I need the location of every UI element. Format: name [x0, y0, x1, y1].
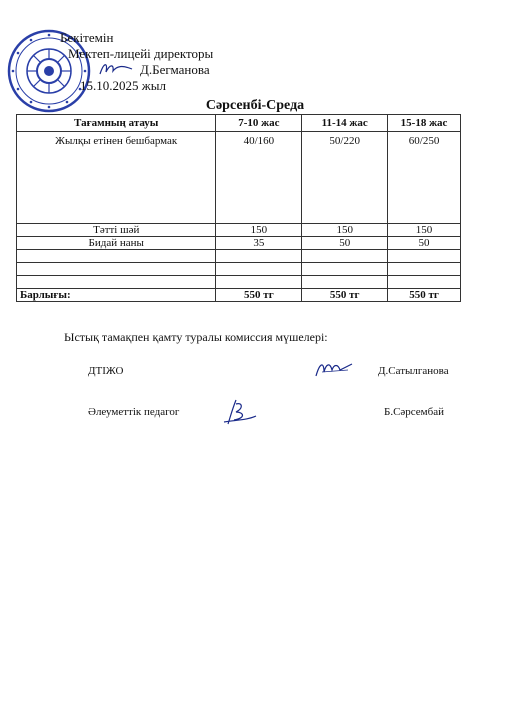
total-7-10: 550 тг [216, 289, 302, 302]
header-dish-name: Тағамның атауы [17, 115, 216, 132]
signatory-name: Д.Сатылганова [378, 365, 449, 377]
signatory-role: ДТІЖО [88, 365, 124, 377]
menu-table [16, 114, 461, 302]
total-11-14: 550 тг [302, 289, 388, 302]
total-15-18: 550 тг [388, 289, 461, 302]
empty-row [17, 263, 461, 276]
director-position: Мектеп-лицейі директоры [68, 46, 214, 61]
table-row [17, 224, 461, 237]
table-row [17, 132, 461, 224]
empty-row [17, 276, 461, 289]
table-header-row [17, 115, 461, 132]
commission-title: Ыстық тамақпен қамту туралы комиссия мүшелері: [64, 330, 328, 344]
header-age-7-10: 7-10 жас [216, 115, 302, 132]
empty-row [17, 250, 461, 263]
portion-11-14: 50/220 [302, 132, 388, 224]
portion-7-10: 35 [216, 237, 302, 250]
dish-name: Тәтті шәй [17, 224, 216, 237]
portion-15-18: 150 [388, 224, 461, 237]
header-age-15-18: 15-18 жас [388, 115, 461, 132]
signature-icon [222, 398, 258, 426]
portion-7-10: 150 [216, 224, 302, 237]
approval-date: 15.10.2025 жыл [80, 78, 166, 93]
dish-name: Бидай наны [17, 237, 216, 250]
portion-11-14: 50 [302, 237, 388, 250]
table-row [17, 237, 461, 250]
header-age-11-14: 11-14 жас [302, 115, 388, 132]
director-name: Д.Бегманова [140, 62, 210, 77]
approval-block [60, 30, 213, 94]
portion-15-18: 60/250 [388, 132, 461, 224]
director-signature-icon [98, 60, 134, 78]
signature-icon [312, 358, 356, 380]
total-row [17, 289, 461, 302]
approval-title: Бекітемін [60, 30, 114, 45]
portion-7-10: 40/160 [216, 132, 302, 224]
signatory-role: Әлеуметтік педагог [88, 406, 180, 418]
total-label: Барлығы: [17, 289, 216, 302]
day-title: Сәрсенбі-Среда [205, 98, 305, 113]
portion-11-14: 150 [302, 224, 388, 237]
portion-15-18: 50 [388, 237, 461, 250]
dish-name: Жылқы етінен бешбармак [17, 132, 216, 224]
signatory-name: Б.Сәрсембай [384, 406, 445, 418]
